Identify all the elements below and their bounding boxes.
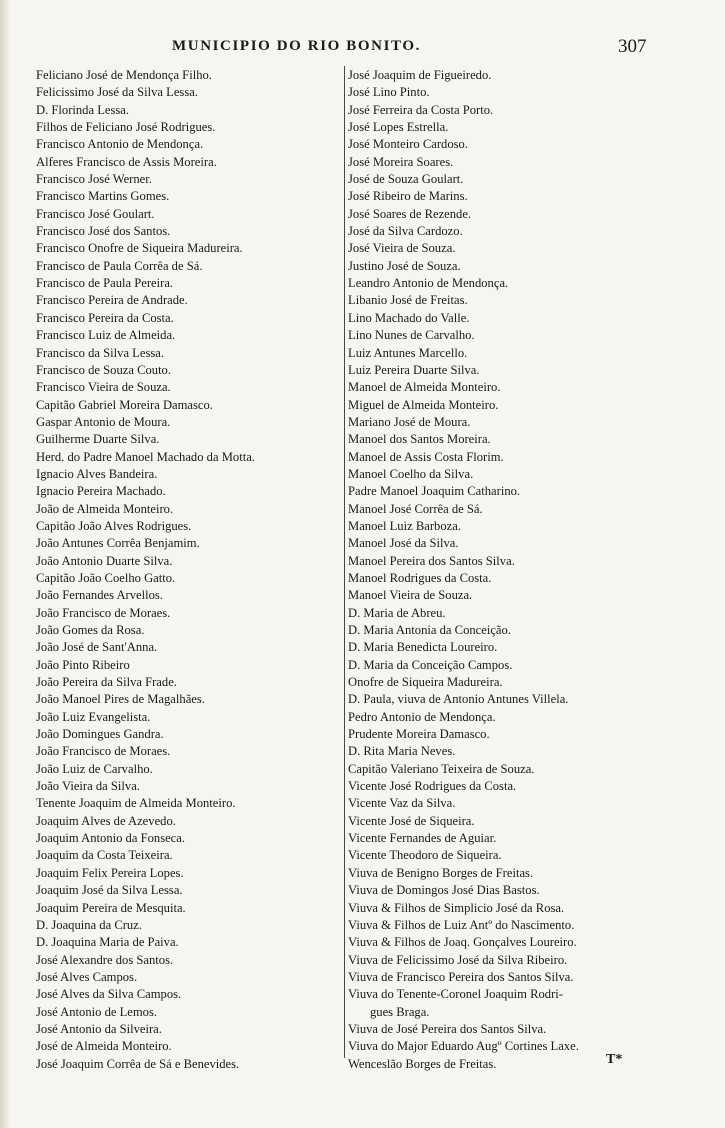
list-item: José Moreira Soares. <box>348 154 454 169</box>
list-item: Felicissimo José da Silva Lessa. <box>36 85 198 100</box>
list-item: Prudente Moreira Damasco. <box>348 727 490 742</box>
list-item: Francisco Antonio de Mendonça. <box>36 137 204 152</box>
list-item: D. Maria de Abreu. <box>348 605 446 620</box>
list-item: José Alves da Silva Campos. <box>36 987 182 1002</box>
list-item: Francisco Pereira da Costa. <box>36 310 174 325</box>
list-item: Capitão João Alves Rodrigues. <box>36 518 192 533</box>
list-item: Leandro Antonio de Mendonça. <box>348 276 509 291</box>
list-item: Francisco Onofre de Siqueira Madureira. <box>36 241 243 256</box>
list-item: D. Joaquina da Cruz. <box>36 917 142 932</box>
list-item: João Pereira da Silva Frade. <box>36 675 177 690</box>
list-item: Manoel José Corrêa de Sá. <box>348 501 483 516</box>
list-item: gues Braga. <box>370 1004 430 1019</box>
list-item: Manoel dos Santos Moreira. <box>348 432 491 447</box>
list-item: Joaquim Felix Pereira Lopes. <box>36 865 184 880</box>
list-item: José Joaquim de Figueiredo. <box>348 68 492 82</box>
list-item: Alferes Francisco de Assis Moreira. <box>36 154 217 169</box>
right-column-list <box>348 67 688 1073</box>
list-item: José Antonio de Lemos. <box>36 1004 158 1019</box>
list-item: Vicente Vaz da Silva. <box>348 796 456 811</box>
list-item: Capitão João Coelho Gatto. <box>36 570 176 585</box>
list-item: Francisco José Goulart. <box>36 206 155 221</box>
list-item: Francisco da Silva Lessa. <box>36 345 165 360</box>
list-item: José Ribeiro de Marins. <box>348 189 468 204</box>
list-item: Francisco Pereira de Andrade. <box>36 293 188 308</box>
list-item: Ignacio Pereira Machado. <box>36 484 166 499</box>
list-item: Pedro Antonio de Mendonça. <box>348 709 496 724</box>
list-item: José de Souza Goulart. <box>348 172 464 187</box>
list-item: Libanio José de Freitas. <box>348 293 468 308</box>
list-item: Manoel Rodrigues da Costa. <box>348 570 492 585</box>
list-item: João Vieira da Silva. <box>36 779 140 794</box>
list-item: Viuva de José Pereira dos Santos Silva. <box>348 1021 547 1036</box>
list-item: João Domingues Gandra. <box>36 727 164 742</box>
list-item: João Francisco de Moraes. <box>36 605 171 620</box>
list-item: João Luiz Evangelista. <box>36 709 151 724</box>
list-item: Manoel Coelho da Silva. <box>348 466 474 481</box>
list-item: João Fernandes Arvellos. <box>36 588 163 603</box>
list-item: Joaquim da Costa Teixeira. <box>36 848 173 863</box>
list-item: Francisco de Paula Corrêa de Sá. <box>36 258 203 273</box>
list-item: D. Maria Benedicta Loureiro. <box>348 640 498 655</box>
list-item: Francisco José Werner. <box>36 172 152 187</box>
list-item: João Francisco de Moraes. <box>36 744 171 759</box>
list-item: Manoel de Almeida Monteiro. <box>348 380 501 395</box>
list-item: José Vieira de Souza. <box>348 241 456 256</box>
list-item: João José de Sant'Anna. <box>36 640 158 655</box>
list-item: José Lopes Estrella. <box>348 120 449 135</box>
list-item: José Ferreira da Costa Porto. <box>348 102 494 117</box>
list-item: Herd. do Padre Manoel Machado da Motta. <box>36 449 255 464</box>
list-item: João Manoel Pires de Magalhães. <box>36 692 205 707</box>
list-item: Manoel Pereira dos Santos Silva. <box>348 553 515 568</box>
list-item: Viuva de Francisco Pereira dos Santos Silva. <box>348 969 574 984</box>
list-item: Francisco de Souza Couto. <box>36 362 172 377</box>
list-item: Onofre de Siqueira Madureira. <box>348 675 503 690</box>
list-item: D. Maria da Conceição Campos. <box>348 657 513 672</box>
list-item: Manoel Luiz Barboza. <box>348 518 461 533</box>
list-item: Viuva & Filhos de Simplicio José da Rosa. <box>348 900 565 915</box>
list-item: Miguel de Almeida Monteiro. <box>348 397 499 412</box>
list-item: João Antunes Corrêa Benjamim. <box>36 536 200 551</box>
list-item: Francisco de Paula Pereira. <box>36 276 174 291</box>
list-item: Viuva de Felicissimo José da Silva Ribeiro. <box>348 952 568 967</box>
list-item: Mariano José de Moura. <box>348 414 471 429</box>
left-column-list <box>36 67 341 1073</box>
list-item: Francisco Vieira de Souza. <box>36 380 171 395</box>
page-edge <box>0 0 10 1128</box>
list-item: Francisco Luiz de Almeida. <box>36 328 176 343</box>
list-item: José Lino Pinto. <box>348 85 430 100</box>
list-item: José Soares de Rezende. <box>348 206 472 221</box>
list-item: João Antonio Duarte Silva. <box>36 553 173 568</box>
list-item: Feliciano José de Mendonça Filho. <box>36 68 212 82</box>
list-item: José de Almeida Monteiro. <box>36 1039 172 1054</box>
list-item: Wenceslão Borges de Freitas. <box>348 1056 497 1071</box>
list-item: Lino Machado do Valle. <box>348 310 470 325</box>
list-item: Vicente José Rodrigues da Costa. <box>348 779 517 794</box>
list-item: Tenente Joaquim de Almeida Monteiro. <box>36 796 236 811</box>
list-item: José da Silva Cardozo. <box>348 224 463 239</box>
list-item: José Monteiro Cardoso. <box>348 137 468 152</box>
list-item: Manoel de Assis Costa Florim. <box>348 449 504 464</box>
list-item: José Alves Campos. <box>36 969 138 984</box>
list-item: Justino José de Souza. <box>348 258 461 273</box>
list-item: Francisco Martins Gomes. <box>36 189 170 204</box>
list-item: Luiz Antunes Marcello. <box>348 345 468 360</box>
list-item: João Gomes da Rosa. <box>36 623 145 637</box>
page-header <box>0 36 725 62</box>
list-item: Vicente Theodoro de Siqueira. <box>348 848 502 863</box>
list-item: Viuva de Benigno Borges de Freitas. <box>348 865 534 880</box>
list-item: José Alexandre dos Santos. <box>36 952 174 967</box>
list-item: D. Florinda Lessa. <box>36 102 130 117</box>
list-item: Guilherme Duarte Silva. <box>36 432 160 447</box>
list-item: Manoel Vieira de Souza. <box>348 588 473 603</box>
signature-mark: T* <box>606 1052 623 1067</box>
list-item: João Luiz de Carvalho. <box>36 761 153 776</box>
list-item: Gaspar Antonio de Moura. <box>36 414 171 429</box>
list-item: D. Joaquina Maria de Paiva. <box>36 935 179 950</box>
list-item: Joaquim Antonio da Fonseca. <box>36 831 186 846</box>
list-item: João Pinto Ribeiro <box>36 657 130 672</box>
list-item: Lino Nunes de Carvalho. <box>348 328 475 343</box>
list-item: Padre Manoel Joaquim Catharino. <box>348 484 521 499</box>
list-item: Vicente José de Siqueira. <box>348 813 475 828</box>
list-item: Viuva do Major Eduardo Augº Cortines Laxe. <box>348 1039 579 1054</box>
list-item: Viuva de Domingos José Dias Bastos. <box>348 883 540 898</box>
list-item: D. Rita Maria Neves. <box>348 744 456 759</box>
list-item: José Joaquim Corrêa de Sá e Benevides. <box>36 1056 240 1071</box>
list-item: Viuva & Filhos de Joaq. Gonçalves Loureiro. <box>348 935 577 950</box>
list-item: Francisco José dos Santos. <box>36 224 171 239</box>
page-number: 307 <box>618 36 647 57</box>
list-item: Luiz Pereira Duarte Silva. <box>348 362 480 377</box>
list-item: D. Paula, viuva de Antonio Antunes Villela. <box>348 692 569 707</box>
list-item: Capitão Gabriel Moreira Damasco. <box>36 397 213 412</box>
list-item: Vicente Fernandes de Aguiar. <box>348 831 497 846</box>
list-item: Viuva & Filhos de Luiz Antº do Nascimento. <box>348 917 575 932</box>
running-head: MUNICIPIO DO RIO BONITO. <box>172 38 421 54</box>
column-divider <box>344 66 345 1058</box>
list-item: Viuva do Tenente-Coronel Joaquim Rodri- <box>348 987 563 1002</box>
list-item: Joaquim José da Silva Lessa. <box>36 883 183 898</box>
list-item: Filhos de Feliciano José Rodrigues. <box>36 120 216 135</box>
list-item: Capitão Valeriano Teixeira de Souza. <box>348 761 535 776</box>
list-item: Joaquim Alves de Azevedo. <box>36 813 176 828</box>
list-item: D. Maria Antonia da Conceição. <box>348 623 511 637</box>
list-item: Manoel José da Silva. <box>348 536 459 551</box>
list-item: José Antonio da Silveira. <box>36 1021 162 1036</box>
list-item: Joaquim Pereira de Mesquita. <box>36 900 186 915</box>
list-item: João de Almeida Monteiro. <box>36 501 174 516</box>
list-item: Ignacio Alves Bandeira. <box>36 466 158 481</box>
